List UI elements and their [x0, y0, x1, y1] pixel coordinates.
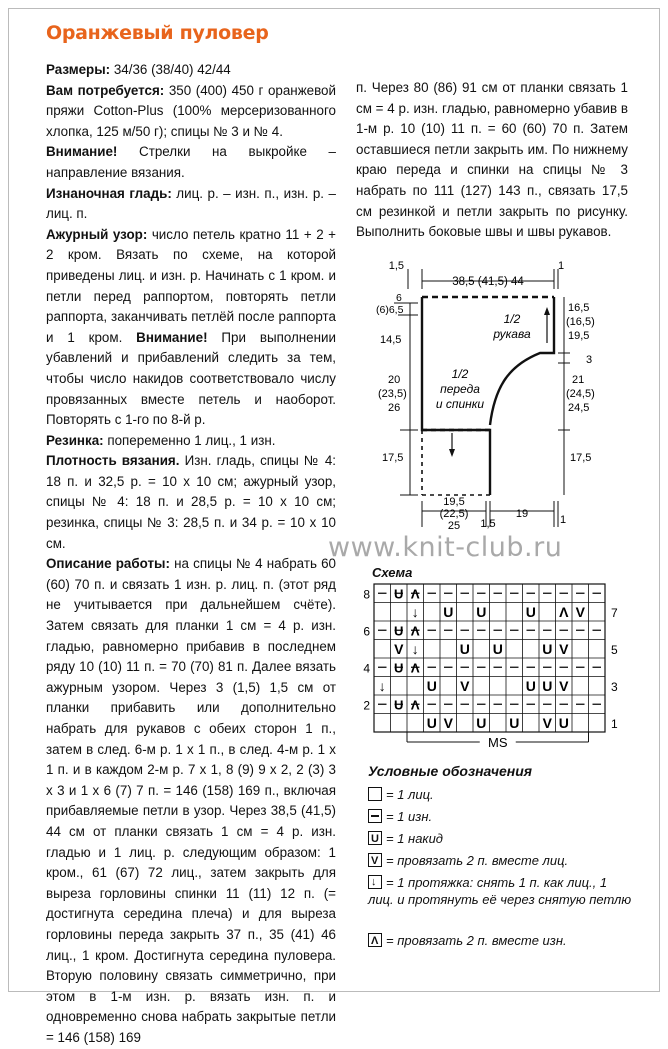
continuation-paragraph: п. Через 80 (86) 91 см от планки связать 1 см = 4 р. изн. гладью, равномерно убавив в 1-м р. 10 (10) 11 п. = 60 (60) 70 п. Затем оставшиеся петли закрыть им. По нижнему краю переда и спинки на спицы № 3 набрать по 111 (127) 143 п., связать 17,5 см резинкой и петли закрыть по рисунку. Выполнить боковые швы и швы рукавов. [356, 80, 628, 240]
yarn-over-symbol-icon: U [368, 831, 382, 845]
dim-right-5: 21 [572, 374, 585, 386]
chart-row-number-left: 4 [363, 661, 370, 676]
dim-right-6: (24,5) [566, 388, 595, 400]
sizes-paragraph: Размеры: 34/36 (38/40) 42/44 [46, 62, 231, 77]
dim-right-7: 24,5 [568, 402, 590, 414]
chart-stitch-symbol: U [394, 660, 404, 676]
purl-symbol-icon [368, 809, 382, 823]
chart-stitch-symbol: Λ [559, 604, 569, 620]
page-title: Оранжевый пуловер [46, 22, 269, 44]
skp-symbol-icon: ↓ [368, 875, 382, 889]
dim-top-left: 1,5 [388, 260, 404, 272]
body-label-front: переда [440, 382, 480, 396]
instructions-right-column [356, 78, 628, 243]
chart-stitch-symbol: U [525, 678, 536, 694]
chart-row-number-left: 2 [363, 698, 370, 713]
dim-top-right: 1 [558, 260, 565, 272]
repeat-label: MS [488, 735, 508, 750]
knit-symbol-icon [368, 787, 382, 801]
legend-item-skp: ↓ = 1 протяжка: снять 1 п. как лиц., 1 лиц. и протянуть её через снятую петлю [368, 875, 632, 907]
chart-stitch-symbol: V [575, 604, 585, 620]
dim-left-2: (6)6,5 [376, 304, 404, 316]
purl-stitch-paragraph: Изнаночная гладь: лиц. р. – изн. п., изн. р. – лиц. п. [46, 185, 336, 222]
dim-bottom-4: 1,5 [480, 518, 496, 530]
chart-stitch-symbol: V [443, 715, 453, 731]
dim-right-4: 3 [586, 354, 593, 366]
chart-stitch-symbol: U [476, 604, 487, 620]
dim-bottom-2: (22,5) [439, 508, 469, 520]
chart-row-number-right: 7 [611, 606, 618, 620]
dim-left-6: 26 [388, 402, 401, 414]
chart-stitch-symbol: U [426, 715, 437, 731]
chart-row-number-right: 1 [611, 717, 618, 731]
chart-stitch-symbol: U [525, 604, 536, 620]
dim-left-4: 20 [388, 374, 401, 386]
chart-stitch-symbol: ↓ [411, 604, 419, 620]
chart-stitch-symbol: U [476, 715, 487, 731]
body-label-back: и спинки [435, 397, 485, 411]
dim-bottom-5: 19 [515, 508, 529, 520]
lace-pattern-paragraph: Ажурный узор: число петель кратно 11 + 2 + 2 кром. Вязать по схеме, на которой приведены лиц. и изн. р. Начинать с 1 кром. и петли перед раппортом, повторять петли раппорта, заканчивать петлёй после раппорта и 1 кром. Внимание! При выполнении убавлений и прибавлений следить за тем, чтобы число накидов соответствовало числу провязанных вместе петель и наоборот. Повторять с 1-го по 8-й р. [46, 226, 336, 428]
chart-stitch-symbol: ↓ [378, 678, 386, 694]
instructions-left-column [46, 60, 336, 1049]
dim-left-5: (23,5) [378, 388, 407, 400]
chart-stitch-symbol: Λ [410, 623, 420, 639]
chart-row-number-right: 3 [611, 680, 618, 694]
chart-stitch-symbol: Λ [410, 697, 420, 713]
chart-stitch-symbol: U [558, 715, 569, 731]
chart-stitch-symbol: V [542, 715, 552, 731]
chart-row-number-left: 6 [363, 624, 370, 639]
chart-row-number-right: 5 [611, 643, 618, 657]
work-description-paragraph: Описание работы: на спицы № 4 набрать 60 (60) 70 п. и связать 1 изн. р. лиц. п. (этот ряд не учитывается при дальнейшем счёте). Затем связать для планки 1 см = 4 р. изн. гладью, равномерно прибавив в последнем ряду 10 (10) 11 п. = 70 (70) 81 п. Далее вязать ажурным узором. Через 3 (1,5) 1,5 см от планки прибавить или дополнительно набрать для рукавов с обеих сторон 1 п., затем в след. 6-м р. 1 х 1 п., в след. 4-м р. 1 х 1 п. и в каждом 2-м р. 7 х 1, 8 (9) 9 х 2, 2 (3) 3 х 3 и 1 х 6 (7) 7 п. = 146 (158) 169 п., включая прибавляемые петли в узор. Через 38,5 (41,5) 44 см от планки связать 1 см = 4 р. изн. гладью и 1 лиц. р. следующим образом: 1 кром., 61 (67) 72 лиц., затем закрыть для выреза горловины спинки 11 (11) 12 п. (= достигнута середина плеча) и для выреза горловины переда закрыть 37 п., 35 (41) 46 лиц., 1 кром. Достигнута середина пуловера. Вторую половину связать симметрично, при этом в 1-м изн. р. вязать изн. п. и одновременно снова набрать закрытые петли = 146 (158) 169 [46, 556, 337, 1045]
k2tog-symbol-icon: V [368, 853, 382, 867]
materials-paragraph: Вам потребуется: 350 (400) 450 г оранжевой пряжи Cotton-Plus (100% мерсеризованного хлопка, 125 м/50 г); спицы № 3 и № 4. [46, 82, 336, 139]
sleeve-label-text: рукава [493, 327, 531, 341]
chart-row-number-left: 8 [363, 587, 370, 602]
attention-arrows-paragraph: Внимание! Стрелки на выкройке – направление вязания. [46, 144, 336, 180]
legend-item-knit: = 1 лиц. [368, 786, 633, 803]
dim-bottom-6: 1 [560, 514, 567, 526]
chart-stitch-symbol: V [460, 678, 470, 694]
chart-stitch-symbol: U [509, 715, 520, 731]
chart-stitch-symbol: U [542, 641, 553, 657]
garment-pattern-diagram [370, 255, 640, 530]
legend-item-p2tog: Λ = провязать 2 п. вместе изн. [368, 932, 633, 949]
chart-stitch-symbol: V [559, 678, 569, 694]
legend-title: Условные обозначения [368, 763, 533, 779]
chart-stitch-symbol: U [443, 604, 454, 620]
chart-stitch-symbol: U [542, 678, 553, 694]
chart-stitch-symbol: U [394, 697, 404, 713]
chart-stitch-symbol: U [426, 678, 437, 694]
dim-right-8: 17,5 [570, 452, 592, 464]
chart-stitch-symbol: Λ [410, 660, 420, 676]
schema-title: Схема [372, 565, 413, 580]
gauge-paragraph: Плотность вязания. Изн. гладь, спицы № 4: 18 п. и 32,5 р. = 10 х 10 см; ажурный узор, спицы № 4: 18 п. и 28,5 р. = 10 х 10 см; резинка, спицы № 3: 28,5 п. и 34 р. = 10 х 10 см. [46, 453, 336, 551]
chart-stitch-symbol: U [492, 641, 503, 657]
dim-right-3: 19,5 [568, 330, 590, 342]
dim-left-3: 14,5 [380, 334, 402, 346]
chart-stitch-symbol: V [559, 641, 569, 657]
dim-right-2: (16,5) [566, 316, 595, 328]
legend-item-yarn-over: U = 1 накид [368, 830, 633, 847]
dim-left-1: 6 [396, 292, 402, 304]
dim-left-7: 17,5 [382, 452, 404, 464]
rib-paragraph: Резинка: попеременно 1 лиц., 1 изн. [46, 432, 276, 448]
chart-stitch-symbol: U [459, 641, 470, 657]
site-watermark: www.knit-club.ru [328, 532, 563, 563]
body-label-fraction: 1/2 [451, 367, 469, 381]
stitch-chart [360, 580, 640, 755]
dim-right-1: 16,5 [568, 302, 590, 314]
legend-item-k2tog: V = провязать 2 п. вместе лиц. [368, 852, 633, 869]
sleeve-label-fraction: 1/2 [503, 312, 521, 326]
dim-top-width: 38,5 (41,5) 44 [452, 276, 524, 288]
chart-stitch-symbol: U [394, 586, 404, 602]
chart-stitch-symbol: V [394, 641, 404, 657]
dim-bottom-3: 25 [447, 520, 461, 530]
p2tog-symbol-icon: Λ [368, 933, 382, 947]
dim-bottom-1: 19,5 [443, 496, 465, 508]
chart-stitch-symbol: ↓ [411, 641, 419, 657]
chart-stitch-symbol: U [394, 623, 404, 639]
legend-item-purl: = 1 изн. [368, 808, 633, 825]
chart-stitch-symbol: Λ [410, 586, 420, 602]
